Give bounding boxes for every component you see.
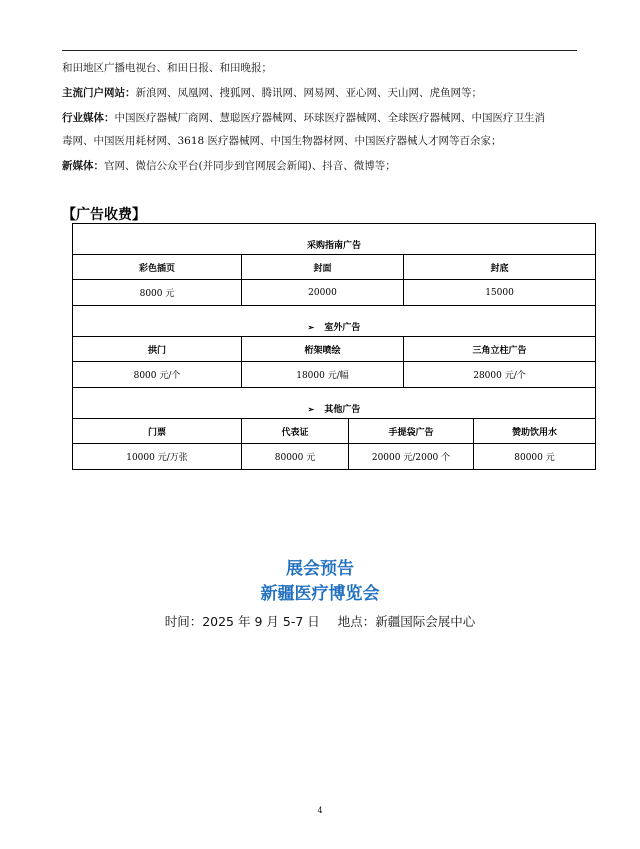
- page-number: 4: [317, 806, 323, 815]
- ad-fee-title: 【广告收费】: [62, 207, 146, 223]
- expo-place: 地点：新疆国际会展中心: [337, 614, 476, 629]
- portal-text: 新浪网、凤凰网、搜狐网、腾讯网、网易网、亚心网、天山网、虎鱼网等；: [135, 87, 482, 99]
- newmedia-text: 官网、微信公众平台(并同步到官网展会新闻)、抖音、微博等；: [104, 160, 396, 172]
- industry-media-line-2: 毒网、中国医用耗材网、3618 医疗器械网、中国生物器材网、中国医疗器械人才网等百余家；: [62, 135, 502, 147]
- guide-value-insert: 8000 元: [73, 280, 242, 306]
- ad-fee-table: [72, 223, 596, 470]
- preview-heading: 展会预告: [286, 559, 354, 579]
- outdoor-label-truss: 桁架喷绘: [242, 337, 404, 362]
- other-value-water: 80000 元: [474, 444, 596, 470]
- bullet-arrow-icon: ➢: [307, 404, 315, 414]
- outdoor-label-row: [73, 337, 596, 362]
- industry-label: 行业媒体：: [62, 112, 115, 124]
- guide-label-back: 封底: [404, 255, 596, 280]
- expo-info: [0, 612, 640, 630]
- other-header-row: [73, 388, 596, 419]
- other-heading: 其他广告: [324, 405, 361, 415]
- other-value-row: [73, 444, 596, 470]
- outdoor-heading: 室外广告: [324, 323, 361, 333]
- new-media-line: [62, 159, 396, 173]
- other-value-bag: 20000 元/2000 个: [349, 444, 474, 470]
- portal-label: 主流门户网站：: [62, 87, 136, 99]
- guide-label-cover: 封面: [242, 255, 404, 280]
- other-value-badge: 80000 元: [242, 444, 349, 470]
- guide-value-row: [73, 280, 596, 306]
- local-media-line: 和田地区广播电视台、和田日报、和田晚报；: [62, 62, 272, 74]
- other-label-bag: 手提袋广告: [349, 419, 474, 444]
- other-value-ticket: 10000 元/万张: [73, 444, 242, 470]
- guide-label-insert: 彩色插页: [73, 255, 242, 280]
- outdoor-value-truss: 18000 元/幅: [242, 362, 404, 388]
- outdoor-value-arch: 8000 元/个: [73, 362, 242, 388]
- guide-value-back: 15000: [404, 280, 596, 306]
- guide-heading: 采购指南广告: [73, 224, 596, 255]
- bullet-arrow-icon: ➢: [307, 322, 315, 332]
- guide-label-row: [73, 255, 596, 280]
- other-label-row: [73, 419, 596, 444]
- newmedia-label: 新媒体：: [62, 160, 104, 172]
- outdoor-heading-cell: [73, 306, 596, 337]
- portal-media-line: [62, 86, 482, 100]
- outdoor-value-pillar: 28000 元/个: [404, 362, 596, 388]
- other-label-badge: 代表证: [242, 419, 349, 444]
- industry-text: 中国医疗器械厂商网、慧聪医疗器械网、环球医疗器械网、全球医疗器械网、中国医疗卫生消: [114, 112, 545, 124]
- other-label-water: 赞助饮用水: [474, 419, 596, 444]
- header-rule: [62, 50, 577, 51]
- outdoor-label-arch: 拱门: [73, 337, 242, 362]
- guide-header-row: [73, 224, 596, 255]
- outdoor-value-row: [73, 362, 596, 388]
- outdoor-label-pillar: 三角立柱广告: [404, 337, 596, 362]
- other-label-ticket: 门票: [73, 419, 242, 444]
- expo-time: 时间：2025 年 9 月 5-7 日: [164, 614, 320, 629]
- expo-name: 新疆医疗博览会: [260, 584, 380, 604]
- guide-value-cover: 20000: [242, 280, 404, 306]
- industry-media-line: [62, 111, 545, 125]
- other-heading-cell: [73, 388, 596, 419]
- outdoor-header-row: [73, 306, 596, 337]
